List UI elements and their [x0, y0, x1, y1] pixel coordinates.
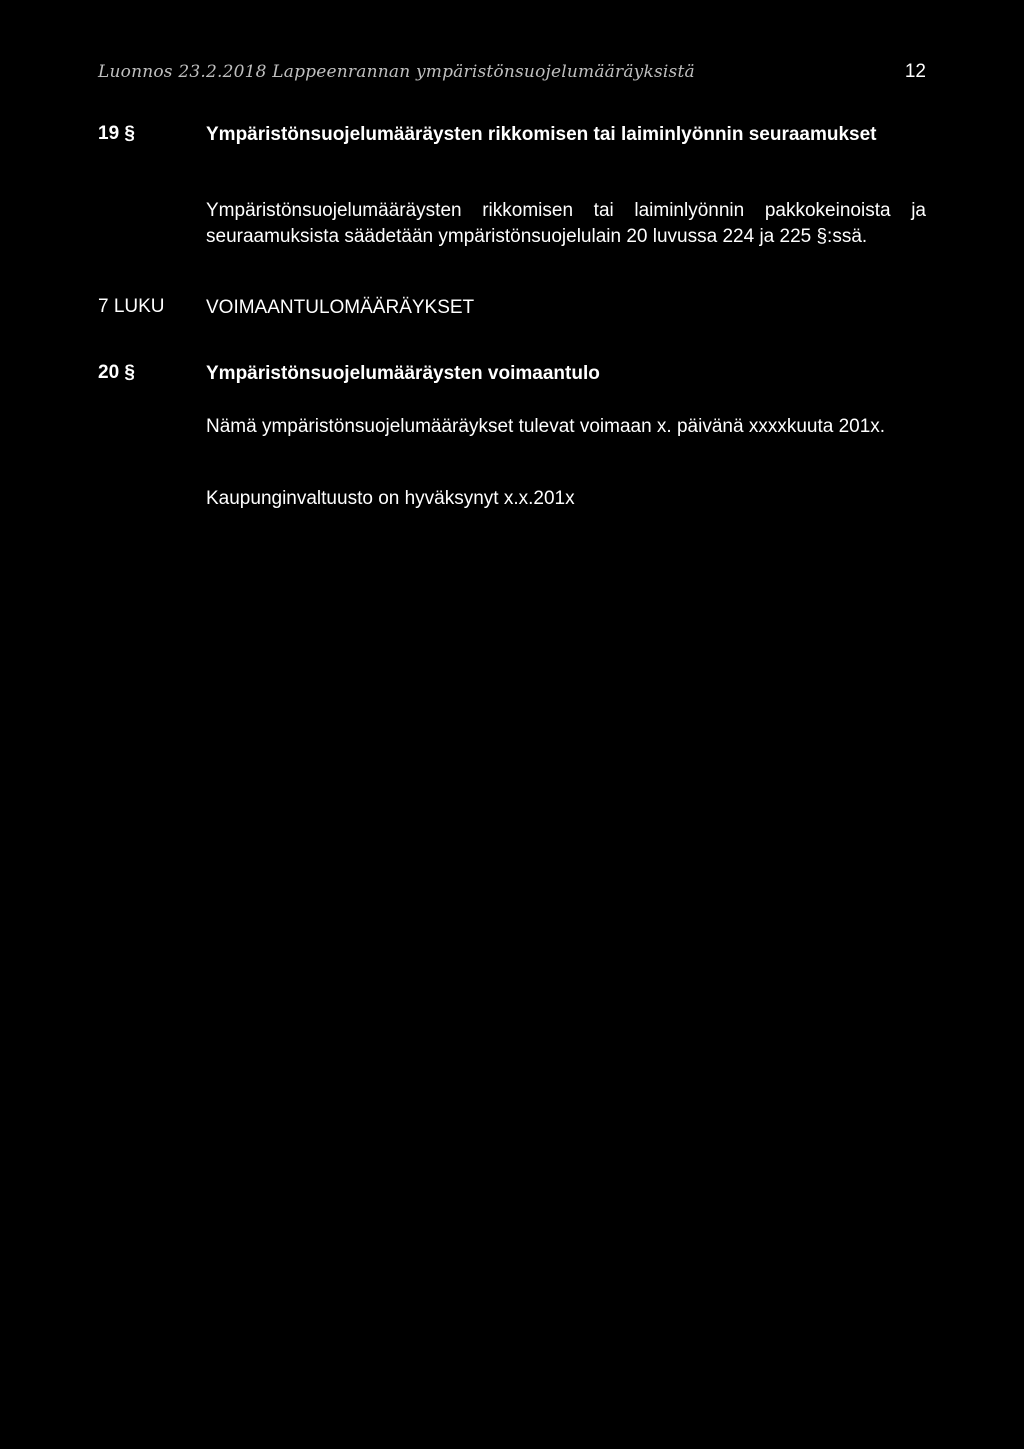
section-paragraph: Nämä ympäristönsuojelumääräykset tulevat voimaan x. päivänä xxxxkuuta 201x. — [206, 416, 886, 437]
section-heading: Ympäristönsuojelumääräysten voimaantulo — [206, 363, 600, 384]
section-paragraph: Ympäristönsuojelumääräysten rikkomisen tai laiminlyönnin pakkokeinoista ja seuraamuksista säädetään ympäristönsuojelulain 20 luvussa 224 ja 225 §:ssä. — [206, 200, 926, 247]
section-number: 19 § — [98, 123, 135, 144]
section-heading: Ympäristönsuojelumääräysten rikkomisen tai laiminlyönnin seuraamukset — [206, 124, 877, 145]
running-header: Luonnos 23.2.2018 Lappeenrannan ympäristönsuojelumääräyksistä — [98, 62, 695, 82]
section-number: 20 § — [98, 362, 135, 383]
section-paragraph: Kaupunginvaltuusto on hyväksynyt x.x.201x — [206, 488, 575, 509]
chapter-number: 7 LUKU — [98, 296, 165, 317]
chapter-heading: VOIMAANTULOMÄÄRÄYKSET — [206, 297, 475, 318]
page-number: 12 — [904, 61, 926, 82]
